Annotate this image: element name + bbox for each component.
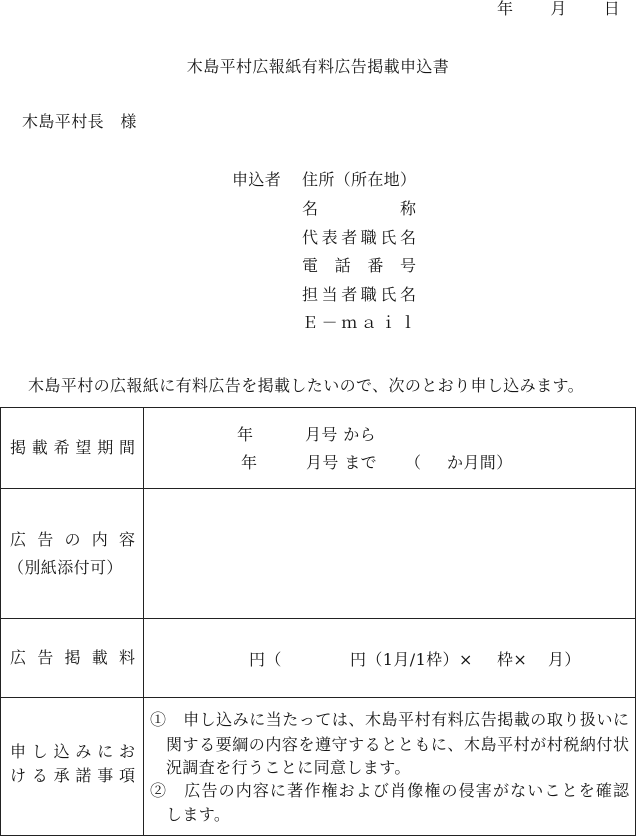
period-label: 掲載希望期間	[10, 438, 135, 457]
content-note: （別紙添付可）	[8, 558, 123, 577]
period-months: か月間）	[447, 453, 513, 472]
table-row-divider	[0, 488, 636, 489]
fee-frames: 枠×	[497, 650, 528, 669]
date-line: 年 月 日	[497, 0, 622, 18]
applicant-address-label: 住所（所在地）	[302, 170, 416, 189]
consent-item-1-line3: 況調査を行うことに同意します。	[166, 758, 411, 777]
table-row-divider	[0, 618, 636, 619]
addressee: 木島平村長 様	[22, 112, 137, 131]
fee-label: 広告掲載料	[10, 648, 135, 667]
consent-item-1-line2: 関する要綱の内容を遵守するとともに、木島平村が村税納付状	[166, 735, 629, 754]
period-paren-open: （	[405, 453, 422, 472]
applicant-phone-label: 電 話 番 号	[302, 256, 416, 275]
fee-months: 月）	[548, 650, 581, 669]
applicant-name-label: 名 称	[302, 199, 416, 218]
period-from-month: 月号 から	[305, 425, 377, 444]
applicant-contact-person-label: 担当者職氏名	[302, 285, 416, 304]
fee-unit-price: 円（1月/1枠）×	[350, 650, 473, 669]
table-column-divider	[143, 407, 144, 836]
consent-item-2-line2: します。	[166, 805, 231, 824]
consent-item-1-line1: ① 申し込みに当たっては、木島平村有料広告掲載の取り扱いに	[150, 710, 629, 729]
table-row-divider	[0, 697, 636, 698]
period-to-year: 年	[241, 453, 258, 472]
content-label: 広告の内容	[10, 530, 135, 549]
period-from-year: 年	[237, 425, 254, 444]
fee-total-yen: 円（	[249, 650, 282, 669]
applicant-representative-label: 代表者職氏名	[302, 228, 416, 247]
consent-item-2-line1: ② 広告の内容に著作権および肖像権の侵害がないことを確認	[150, 781, 629, 800]
application-statement: 木島平村の広報紙に有料広告を掲載したいので、次のとおり申し込みます。	[28, 376, 585, 395]
period-to-month: 月号 まで	[306, 453, 378, 472]
consent-label-line2: ける承諾事項	[10, 766, 135, 785]
applicant-email-label: Ｅ－ｍａｉｌ	[302, 313, 416, 332]
document-title: 木島平村広報紙有料広告掲載申込書	[186, 57, 450, 76]
consent-label-line1: 申し込みにお	[10, 742, 135, 761]
applicant-heading: 申込者	[232, 170, 282, 189]
